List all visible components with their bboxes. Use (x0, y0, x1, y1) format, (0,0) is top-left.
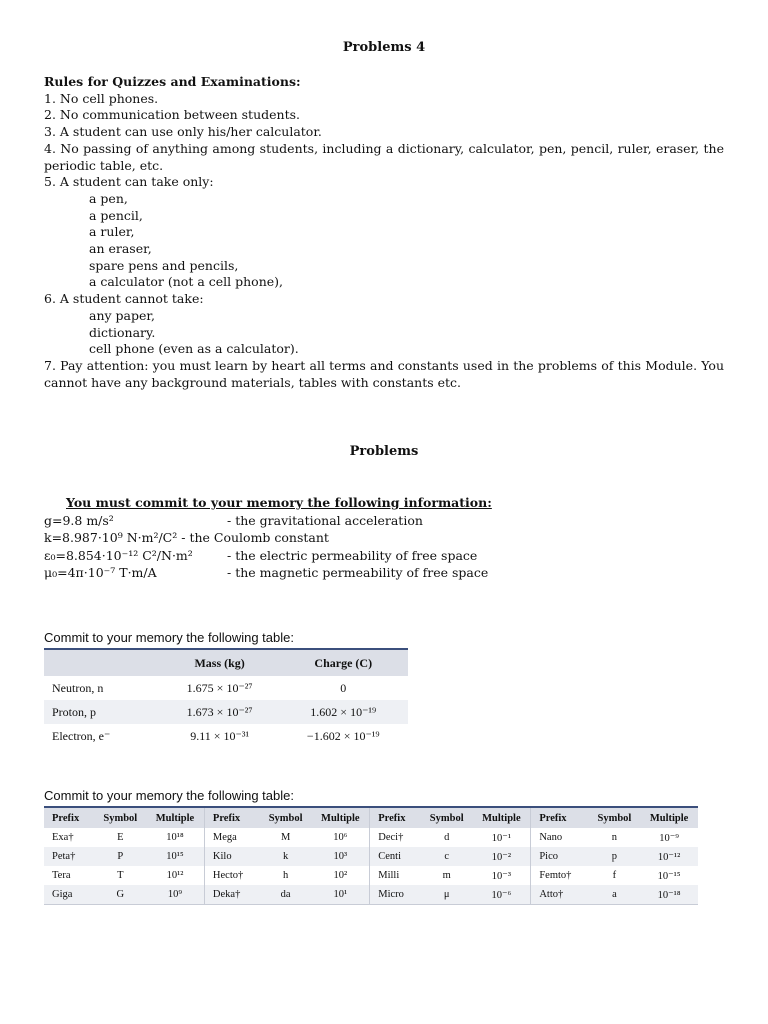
allowed-item: a pen, (89, 190, 128, 206)
rule-item: 2. No communication between students. (44, 107, 300, 123)
constant-row (44, 512, 492, 530)
table-cell: E (117, 832, 124, 843)
table-cell: Tera (52, 870, 71, 881)
column-header: Multiple (640, 807, 698, 828)
table-cell: 0 (340, 680, 347, 695)
table-cell: p (589, 847, 640, 866)
column-header: Prefix (204, 807, 259, 828)
constant-row (44, 547, 492, 565)
constant-symbol: ε₀=8.854·10⁻¹² C²/N·m² (44, 547, 193, 563)
forbidden-item: any paper, (89, 307, 155, 323)
allowed-item: an eraser, (89, 241, 152, 257)
table2-caption: Commit to your memory the following table: (44, 788, 294, 803)
table-cell: d (444, 832, 450, 843)
table-row (44, 847, 698, 866)
page-title: Problems 4 (342, 40, 426, 55)
table-cell: Femto† (531, 866, 589, 885)
table-cell: G (95, 885, 146, 905)
allowed-item: spare pens and pencils, (89, 257, 239, 273)
table-cell: Centi (370, 847, 421, 866)
rule-item: 5. A student can take only: (44, 174, 214, 190)
table-cell: Exa† (52, 832, 74, 843)
table-row (44, 724, 408, 748)
constant-description: - the electric permeability of free space (227, 547, 478, 563)
table-cell: 10⁻¹² (640, 847, 698, 866)
table-cell: Pico (531, 847, 589, 866)
prefixes-table (44, 806, 698, 905)
table-header-row (44, 649, 408, 676)
table-row (44, 866, 698, 885)
table-cell: 10⁻³ (491, 870, 511, 882)
particles-table (44, 648, 408, 748)
column-header: Prefix (531, 807, 589, 828)
allowed-item: a pencil, (89, 207, 143, 223)
allowed-item: a ruler, (89, 224, 135, 240)
table-header-row (44, 807, 698, 828)
rule-item: 7. Pay attention: you must learn by heart all terms and constants used in the problems of this Module. You cannot have any background materials, tables with constants etc. (44, 357, 724, 390)
problems-title: Problems (349, 444, 419, 459)
table-cell: 10¹⁵ (146, 847, 204, 866)
table-cell: μ (421, 885, 472, 905)
column-header: Symbol (260, 807, 311, 828)
table-cell: h (282, 870, 289, 881)
constant-description: - the gravitational acceleration (227, 512, 423, 528)
table-cell: Mega (204, 828, 259, 847)
table-cell: 10² (333, 870, 348, 881)
table-cell: 10⁻¹⁵ (657, 870, 681, 882)
column-header: Symbol (589, 807, 640, 828)
column-header: Mass (kg) (161, 649, 279, 676)
table-cell: Micro (370, 885, 421, 905)
table-cell: 10³ (311, 847, 369, 866)
constant-row (44, 564, 492, 582)
table-cell: Peta† (44, 847, 95, 866)
table-cell: Hecto† (204, 866, 259, 885)
table-cell: 10⁹ (146, 885, 204, 905)
table-row (44, 676, 408, 700)
table-row (44, 828, 698, 847)
table-cell: Atto† (531, 885, 589, 905)
table-cell: 10⁻¹⁸ (640, 885, 698, 905)
table-cell: −1.602 × 10⁻¹⁹ (306, 728, 380, 743)
column-header: Symbol (95, 807, 146, 828)
constants-section (44, 494, 492, 582)
table-cell: Proton, p (44, 700, 161, 724)
column-header: Multiple (146, 807, 204, 828)
table-cell: 1.673 × 10⁻²⁷ (161, 700, 279, 724)
table-cell: a (589, 885, 640, 905)
table-cell: 1.675 × 10⁻²⁷ (186, 680, 253, 695)
column-header: Multiple (311, 807, 369, 828)
constant-description: - the Coulomb constant (181, 530, 329, 545)
column-header: Charge (C) (279, 649, 409, 676)
constant-row (44, 529, 492, 547)
column-header: Symbol (421, 807, 472, 828)
rule-item: 3. A student can use only his/her calculator. (44, 124, 322, 140)
table-cell: 10⁻⁹ (659, 832, 679, 844)
table-cell: Deka† (204, 885, 259, 905)
table-cell: 10⁻¹ (491, 832, 511, 844)
constants-heading: You must commit to your memory the following information: (66, 495, 492, 510)
table-cell: Deci† (370, 828, 421, 847)
table-cell: 10⁻² (472, 847, 530, 866)
table-row (44, 885, 698, 905)
table-cell: 1.602 × 10⁻¹⁹ (279, 700, 409, 724)
table-cell: P (95, 847, 146, 866)
rules-section (44, 74, 724, 391)
table-cell: M (280, 832, 291, 843)
table-cell: k (260, 847, 311, 866)
table-cell: 10¹ (311, 885, 369, 905)
table-cell: Milli (370, 866, 421, 885)
constant-symbol: k=8.987·10⁹ N·m²/C² (44, 530, 178, 545)
forbidden-item: dictionary. (89, 324, 156, 340)
table-row (44, 700, 408, 724)
table-cell: Electron, e⁻ (52, 728, 111, 743)
rule-item: 6. A student cannot take: (44, 291, 204, 307)
table-cell: 10¹⁸ (166, 832, 184, 843)
column-header: Multiple (472, 807, 530, 828)
forbidden-item: cell phone (even as a calculator). (89, 341, 299, 357)
table-cell: da (260, 885, 311, 905)
table-cell: Giga (44, 885, 95, 905)
column-header: Prefix (370, 807, 421, 828)
rule-item: 4. No passing of anything among students, including a dictionary, calculator, pen, pencil, ruler, eraser, the periodic table, etc. (44, 140, 724, 173)
table-cell: 9.11 × 10⁻³¹ (190, 728, 250, 743)
table-cell: T (117, 870, 124, 881)
constant-symbol: μ₀=4π·10⁻⁷ T·m/A (44, 565, 157, 580)
table-cell: m (442, 870, 451, 881)
table-cell: c (421, 847, 472, 866)
constant-description: - the magnetic permeability of free space (227, 565, 489, 580)
constant-symbol: g=9.8 m/s² (44, 512, 114, 528)
table-cell: Neutron, n (52, 680, 104, 695)
table-cell: n (611, 832, 618, 843)
allowed-item: a calculator (not a cell phone), (89, 274, 283, 290)
rule-item: 1. No cell phones. (44, 90, 159, 106)
column-header: Prefix (44, 807, 95, 828)
column-header (44, 649, 161, 676)
table-cell: f (612, 870, 617, 881)
rules-heading: Rules for Quizzes and Examinations: (44, 74, 301, 89)
table-cell: 10¹² (166, 870, 184, 881)
table-cell: Kilo (204, 847, 259, 866)
table-cell: 10⁻⁶ (472, 885, 530, 905)
table-cell: 10⁶ (333, 832, 348, 843)
table-cell: Nano (531, 828, 589, 847)
table1-caption: Commit to your memory the following table: (44, 630, 294, 645)
